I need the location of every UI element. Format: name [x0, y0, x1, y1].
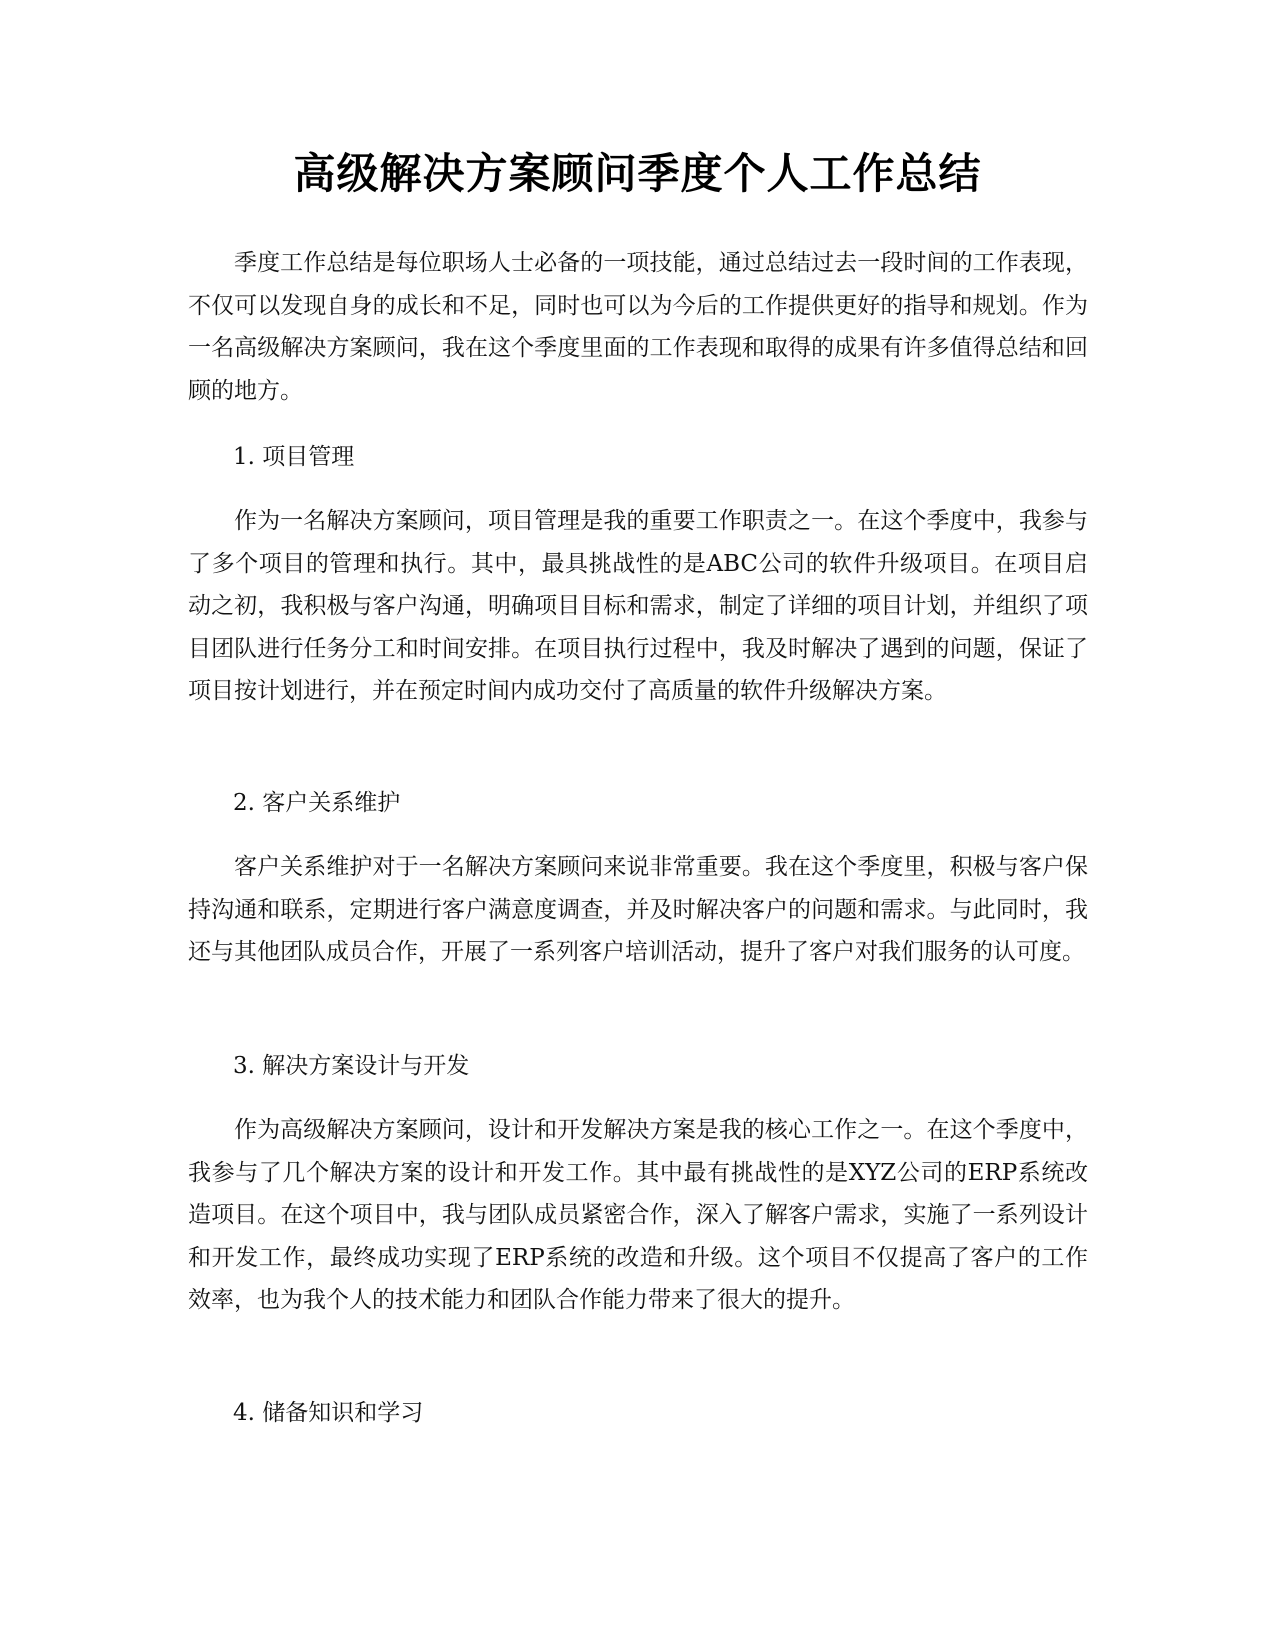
section-heading-knowledge-learning: 4. 储备知识和学习	[233, 1400, 424, 1426]
section-heading-project-management: 1. 项目管理	[233, 444, 355, 470]
section-heading-solution-design: 3. 解决方案设计与开发	[233, 1053, 470, 1079]
document-title: 高级解决方案顾问季度个人工作总结	[293, 149, 982, 198]
section-body-client-relations: 客户关系维护对于一名解决方案顾问来说非常重要。我在这个季度里，积极与客户保持沟通和联系，定期进行客户满意度调查，并及时解决客户的问题和需求。与此同时，我还与其他团队成员合作，开展了一系列客户培训活动，提升了客户对我们服务的认可度。	[188, 854, 1088, 965]
section-body-project-management: 作为一名解决方案顾问，项目管理是我的重要工作职责之一。在这个季度中，我参与了多个项目的管理和执行。其中，最具挑战性的是ABC公司的软件升级项目。在项目启动之初，我积极与客户沟通，明确项目目标和需求，制定了详细的项目计划，并组织了项目团队进行任务分工和时间安排。在项目执行过程中，我及时解决了遇到的问题，保证了项目按计划进行，并在预定时间内成功交付了高质量的软件升级解决方案。	[188, 508, 1088, 704]
intro-paragraph: 季度工作总结是每位职场人士必备的一项技能，通过总结过去一段时间的工作表现，不仅可以发现自身的成长和不足，同时也可以为今后的工作提供更好的指导和规划。作为一名高级解决方案顾问，我在这个季度里面的工作表现和取得的成果有许多值得总结和回顾的地方。	[188, 250, 1088, 404]
section-heading-client-relations: 2. 客户关系维护	[233, 790, 401, 816]
section-body-solution-design: 作为高级解决方案顾问，设计和开发解决方案是我的核心工作之一。在这个季度中，我参与了几个解决方案的设计和开发工作。其中最有挑战性的是XYZ公司的ERP系统改造项目。在这个项目中，我与团队成员紧密合作，深入了解客户需求，实施了一系列设计和开发工作，最终成功实现了ERP系统的改造和升级。这个项目不仅提高了客户的工作效率，也为我个人的技术能力和团队合作能力带来了很大的提升。	[188, 1117, 1088, 1313]
